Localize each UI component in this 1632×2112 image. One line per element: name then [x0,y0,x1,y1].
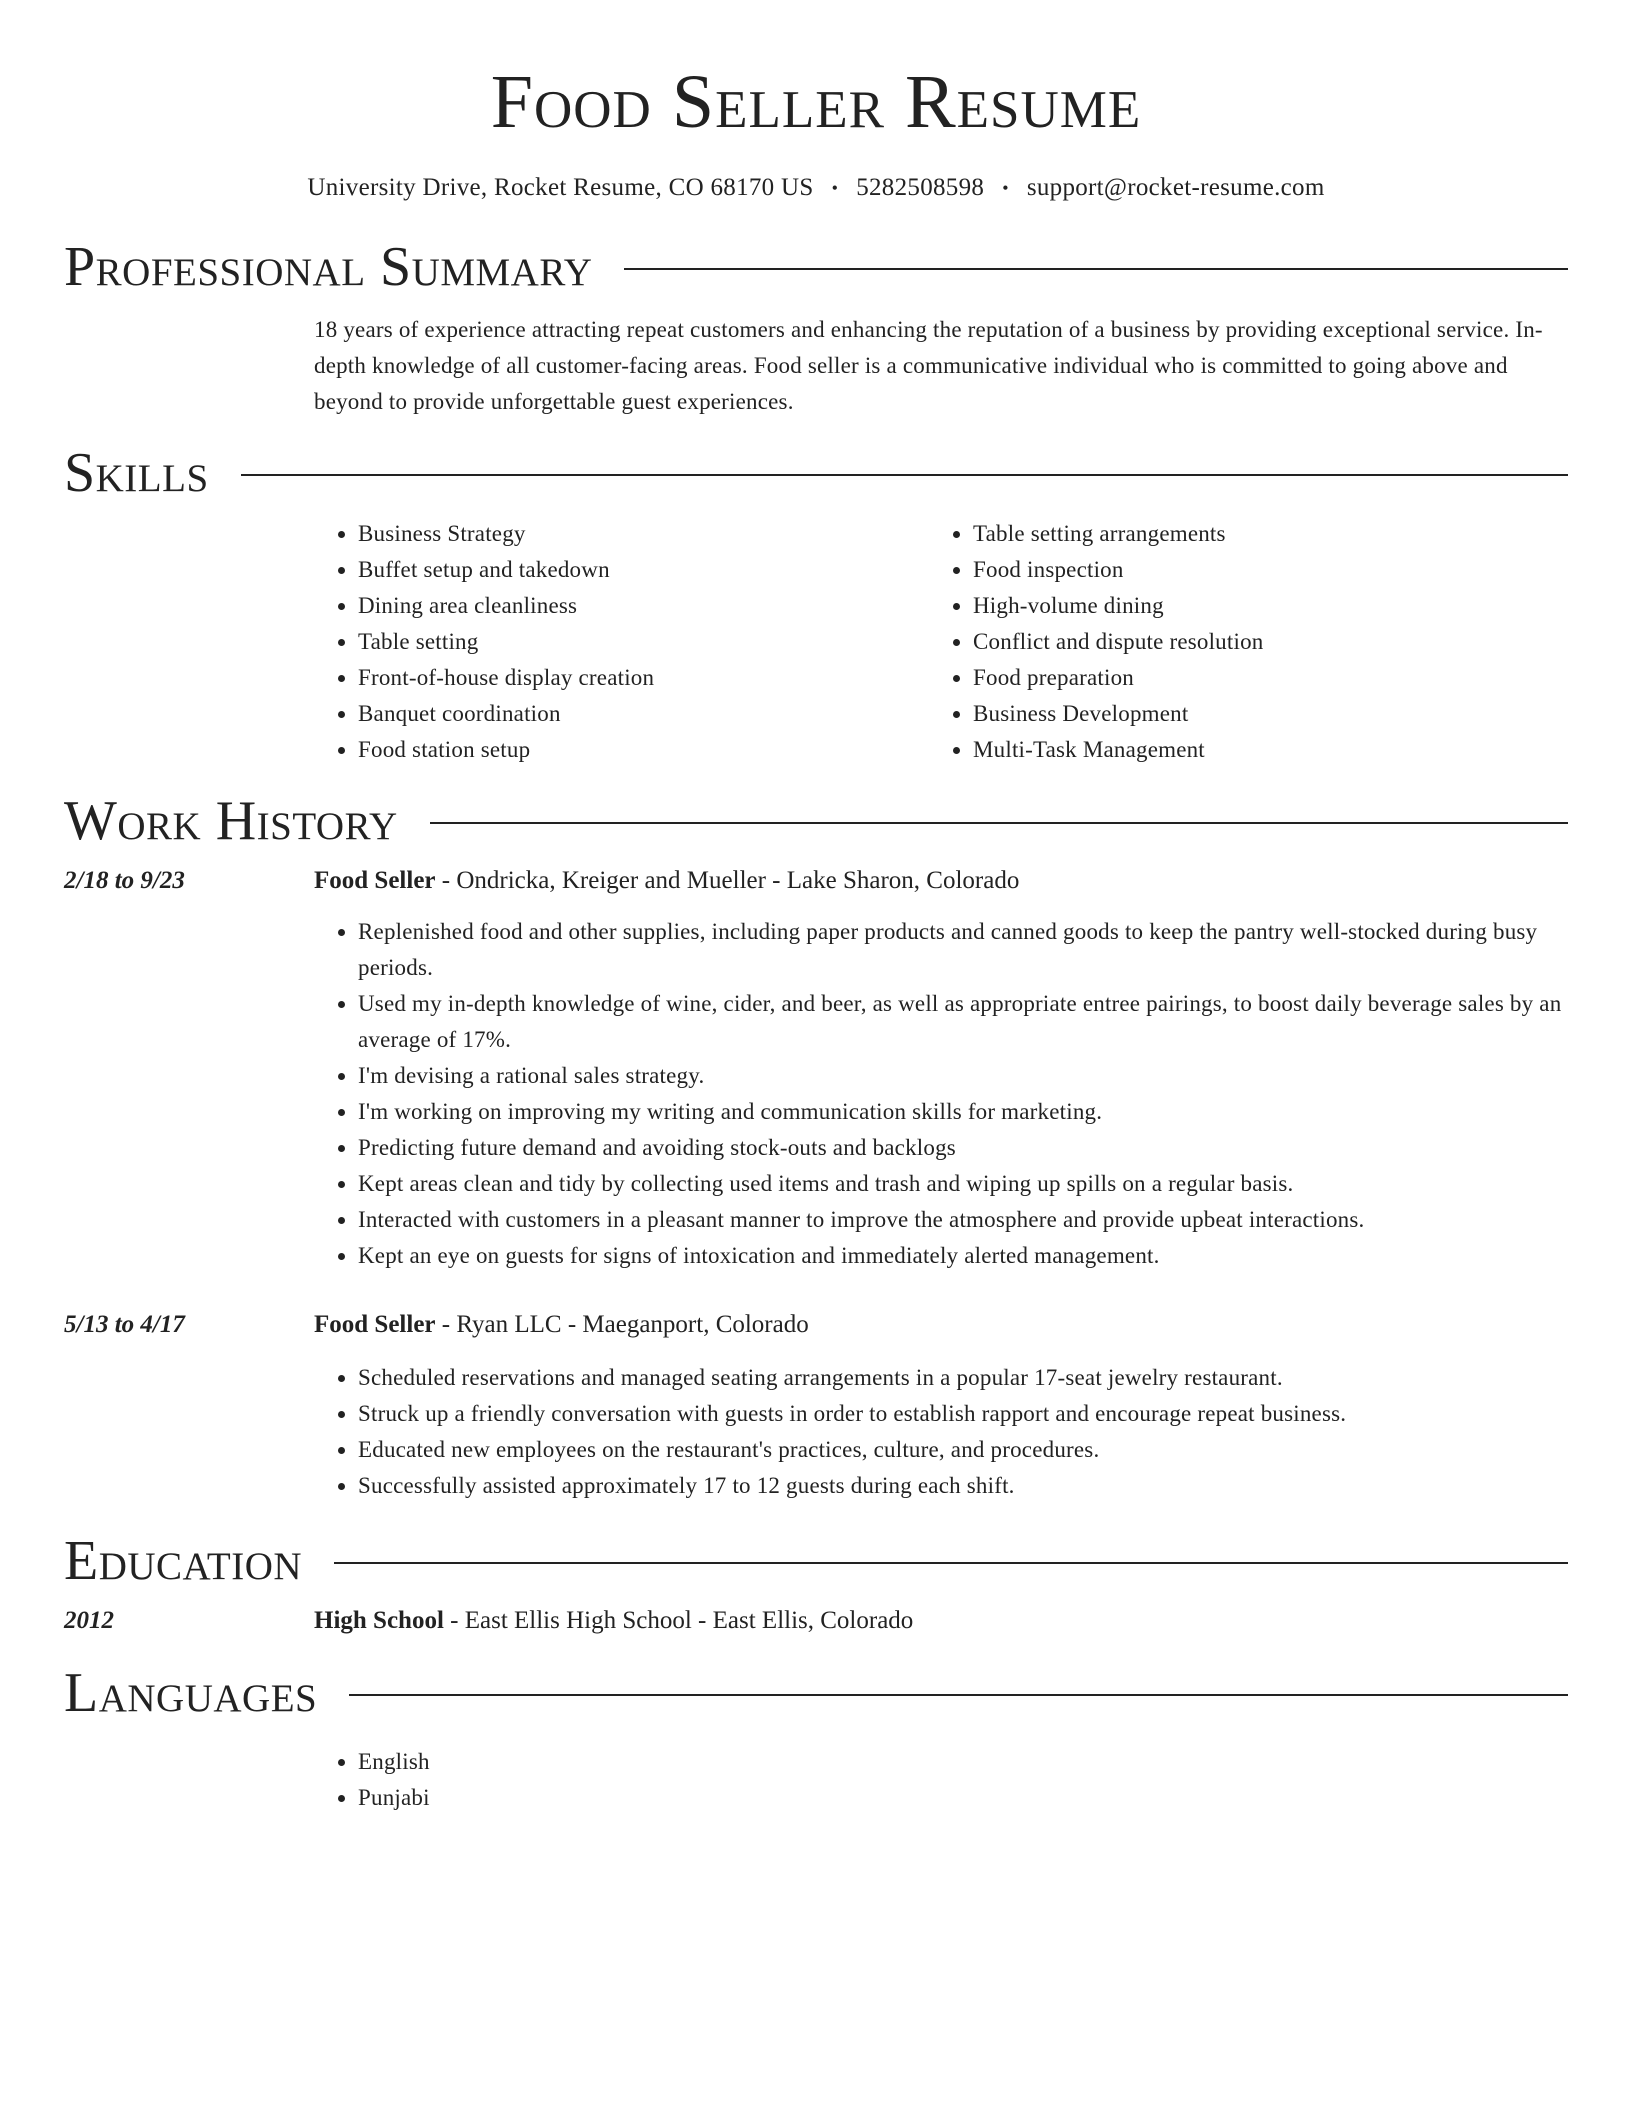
job-date: 2/18 to 9/23 [64,867,185,894]
job-employer: - Ondricka, Kreiger and Mueller - Lake Sharon, Colorado [435,867,1020,894]
summary-title: Professional Summary [64,236,593,298]
skill-item: • Food preparation [973,660,1544,696]
contact-separator: • [831,177,839,198]
skill-item: • Food station setup [358,732,929,768]
education-title-line [314,1604,1568,1638]
education-header [64,1530,1568,1592]
skill-item: • High-volume dining [973,588,1544,624]
contact-email: support@rocket-resume.com [1026,174,1325,201]
skills-column-right [929,516,1544,768]
languages-header [64,1662,1568,1724]
contact-line [64,174,1568,202]
skills-header [64,442,1568,504]
job-bullet: • Scheduled reservations and managed seating arrangements in a popular 17-seat jewelry restaurant. [358,1360,1568,1396]
work-section [64,790,1568,1504]
languages-title: Languages [64,1662,318,1724]
job-title-line [314,864,1568,898]
job-bullet: • Replenished food and other supplies, including paper products and canned goods to keep the pantry well-stocked during busy periods. [358,914,1568,986]
summary-text: 18 years of experience attracting repeat customers and enhancing the reputation of a business by providing exceptional service. In-depth knowledge of all customer-facing areas. Food seller is a communicative individual who is committed to going above and beyond to provide unforgettable guest experiences. [314,317,1543,414]
education-school: - East Ellis High School - East Ellis, Colorado [443,1607,914,1634]
skills-grid [64,516,1568,768]
job-bullet: • Struck up a friendly conversation with guests in order to establish rapport and encourage repeat business. [358,1396,1568,1432]
section-divider [624,268,1568,270]
skill-item: • Table setting arrangements [973,516,1544,552]
skill-item: • Food inspection [973,552,1544,588]
job-body [314,1308,1568,1504]
skill-item: • Table setting [358,624,929,660]
skill-item: • Multi-Task Management [973,732,1544,768]
job-bullet: • Used my in-depth knowledge of wine, cider, and beer, as well as appropriate entree pairings, to boost daily beverage sales by an average of 17%. [358,986,1568,1058]
work-header [64,790,1568,852]
skills-title: Skills [64,442,209,504]
summary-header [64,236,1568,298]
job-bullet: • Successfully assisted approximately 17 to 12 guests during each shift. [358,1468,1568,1504]
summary-section [64,236,1568,420]
contact-phone: 5282508598 [856,174,985,201]
languages-list [314,1744,1568,1816]
job-bullet: • Educated new employees on the restaurant's practices, culture, and procedures. [358,1432,1568,1468]
education-date: 2012 [64,1607,114,1634]
job-entry [64,1308,1568,1504]
job-title-line [314,1308,1568,1342]
contact-address: University Drive, Rocket Resume, CO 68170 US [307,174,814,201]
job-entry [64,864,1568,1274]
education-body [314,1604,1568,1638]
job-body [314,864,1568,1274]
skill-item: • Front-of-house display creation [358,660,929,696]
education-section [64,1530,1568,1638]
job-role: Food Seller [314,1311,436,1338]
skill-item: • Buffet setup and takedown [358,552,929,588]
job-role: Food Seller [314,867,436,894]
job-bullet: • Interacted with customers in a pleasant manner to improve the atmosphere and provide upbeat interactions. [358,1202,1568,1238]
section-divider [430,822,1568,824]
education-degree: High School [314,1607,444,1634]
job-bullet: • I'm working on improving my writing and communication skills for marketing. [358,1094,1568,1130]
job-bullets [314,914,1568,1274]
job-bullet: • Kept an eye on guests for signs of intoxication and immediately alerted management. [358,1238,1568,1274]
language-item: • Punjabi [358,1780,1568,1816]
job-bullet: • Kept areas clean and tidy by collecting used items and trash and wiping up spills on a regular basis. [358,1166,1568,1202]
skill-item: • Conflict and dispute resolution [973,624,1544,660]
resume-title: Food Seller Resume [490,60,1142,144]
skill-item: • Business Development [973,696,1544,732]
work-title: Work History [64,790,398,852]
education-entry [64,1604,1568,1638]
job-bullet: • Predicting future demand and avoiding stock-outs and backlogs [358,1130,1568,1166]
language-item: • English [358,1744,1568,1780]
skills-column-left [314,516,929,768]
contact-separator: • [1002,177,1009,198]
summary-body [64,312,1568,420]
section-divider [334,1562,1568,1564]
job-bullets [314,1360,1568,1504]
job-bullet: • I'm devising a rational sales strategy. [358,1058,1568,1094]
languages-section [64,1662,1568,1816]
skill-item: • Business Strategy [358,516,929,552]
languages-body [64,1744,1568,1816]
education-title: Education [64,1530,303,1592]
section-divider [241,474,1568,476]
skill-item: • Dining area cleanliness [358,588,929,624]
skills-section [64,442,1568,768]
job-employer: - Ryan LLC - Maeganport, Colorado [435,1311,809,1338]
skill-item: • Banquet coordination [358,696,929,732]
section-divider [349,1694,1568,1696]
job-date: 5/13 to 4/17 [64,1311,185,1338]
